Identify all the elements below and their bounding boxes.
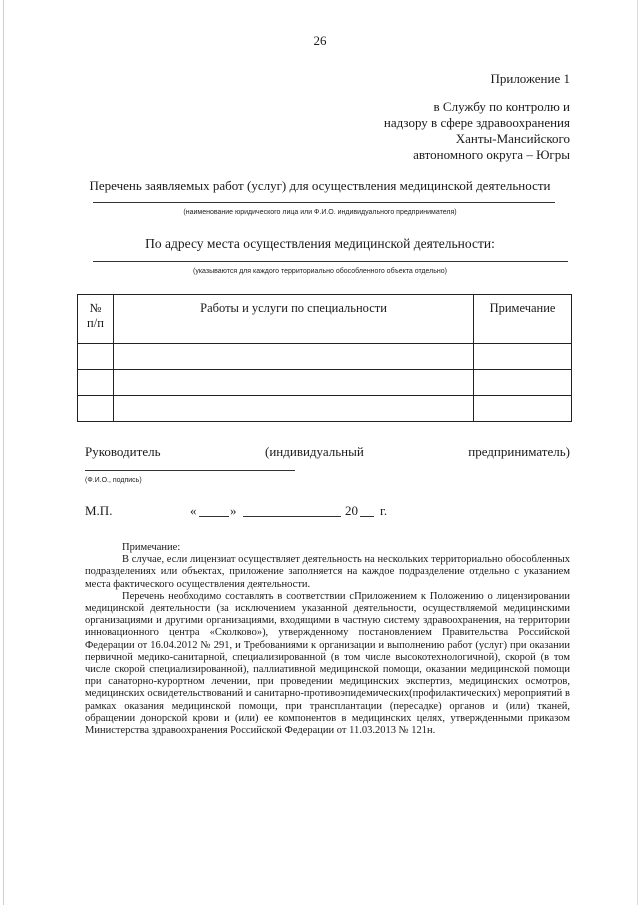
- table-cell[interactable]: [474, 344, 572, 370]
- scan-edge-right: [637, 0, 638, 905]
- date-year-suffix: г.: [380, 503, 388, 518]
- signature-role-head: Руководитель: [85, 444, 161, 459]
- signature-role-entrepreneur: предприниматель): [468, 444, 570, 459]
- signature-line: [85, 470, 295, 471]
- addressee-line-3: Ханты-Мансийского: [455, 131, 570, 146]
- appendix-label: Приложение 1: [490, 71, 570, 86]
- scan-edge-left: [3, 0, 4, 905]
- stamp-label: М.П.: [85, 503, 113, 518]
- date-open-quote: «: [190, 503, 197, 518]
- notes-paragraph-1: В случае, если лицензиат осуществляет деятельность на нескольких территориально обособленных подразделениях или объектах, приложение заполняется на каждое подразделение отдельно с указанием места фактического осуществления деятельности.: [85, 554, 570, 590]
- header-number: № п/п: [78, 295, 114, 344]
- table-cell[interactable]: [474, 370, 572, 396]
- notes-paragraph-2: Перечень необходимо составлять в соответствии сПриложением к Положению о лицензировании медицинской деятельности (за исключением указанной деятельности, осуществляемой медицинскими организациями и другими организациями, входящими в частную систему здравоохранения, на территории инновационного центра «Сколково»), утвержденному постановлением Правительства Российской Федерации от 16.04.2012 № 291, и Требованиями к организации и выполнению работ (услуг) при оказании первичной медико-санитарной, специализированной (в том числе высокотехнологичной), скорой (в том числе скорой специализированной), паллиативной медицинской помощи, оказании медицинской помощи при санаторно-курортном лечении, при проведении медицинских экспертиз, медицинских осмотров, медицинских освидетельствований и санитарно-противоэпидемических(профилактических) мероприятий в рамках оказания медицинской помощи, при трансплантации (пересадке) органов и (или) тканей, обращении донорской крови и (или) ее компонентов в медицинских целях, утвержденными приказом Министерства здравоохранения Российской Федерации от 11.03.2013 № 121н.: [85, 590, 570, 737]
- date-month-line: [243, 516, 341, 517]
- table-row: [78, 370, 572, 396]
- address-heading: По адресу места осуществления медицинской деятельности:: [145, 236, 495, 251]
- address-caption: (указываются для каждого территориально обособленного объекта отдельно): [193, 268, 447, 275]
- address-line: [93, 261, 568, 262]
- table-cell[interactable]: [113, 396, 473, 422]
- addressee-line-4: автономного округа – Югры: [413, 147, 570, 162]
- entity-name-line: [93, 202, 555, 203]
- table-cell[interactable]: [78, 344, 114, 370]
- table-row: [78, 396, 572, 422]
- signature-caption: (Ф.И.О., подпись): [85, 477, 142, 484]
- header-services: Работы и услуги по специальности: [113, 295, 473, 344]
- document-title: Перечень заявляемых работ (услуг) для осуществления медицинской деятельности: [89, 178, 551, 193]
- table-cell[interactable]: [113, 370, 473, 396]
- addressee-line-1: в Службу по контролю и: [433, 99, 570, 114]
- entity-caption: (наименование юридического лица или Ф.И.О. индивидуального предпринимателя): [183, 209, 457, 216]
- notes-title: Примечание:: [122, 542, 181, 553]
- table-cell[interactable]: [474, 396, 572, 422]
- services-table: [77, 294, 572, 422]
- table-header-row: [78, 295, 572, 344]
- table-cell[interactable]: [78, 396, 114, 422]
- date-close-quote: »: [230, 503, 237, 518]
- table-row: [78, 344, 572, 370]
- date-day-line: [199, 516, 229, 517]
- page-number: 26: [313, 33, 327, 48]
- date-year-line: [360, 516, 374, 517]
- signature-role-individual: (индивидуальный: [265, 444, 364, 459]
- table-cell[interactable]: [78, 370, 114, 396]
- notes-block: [85, 542, 570, 737]
- table-cell[interactable]: [113, 344, 473, 370]
- header-notes: Примечание: [474, 295, 572, 344]
- date-year-prefix: 20: [345, 503, 358, 518]
- addressee-line-2: надзору в сфере здравоохранения: [383, 115, 570, 130]
